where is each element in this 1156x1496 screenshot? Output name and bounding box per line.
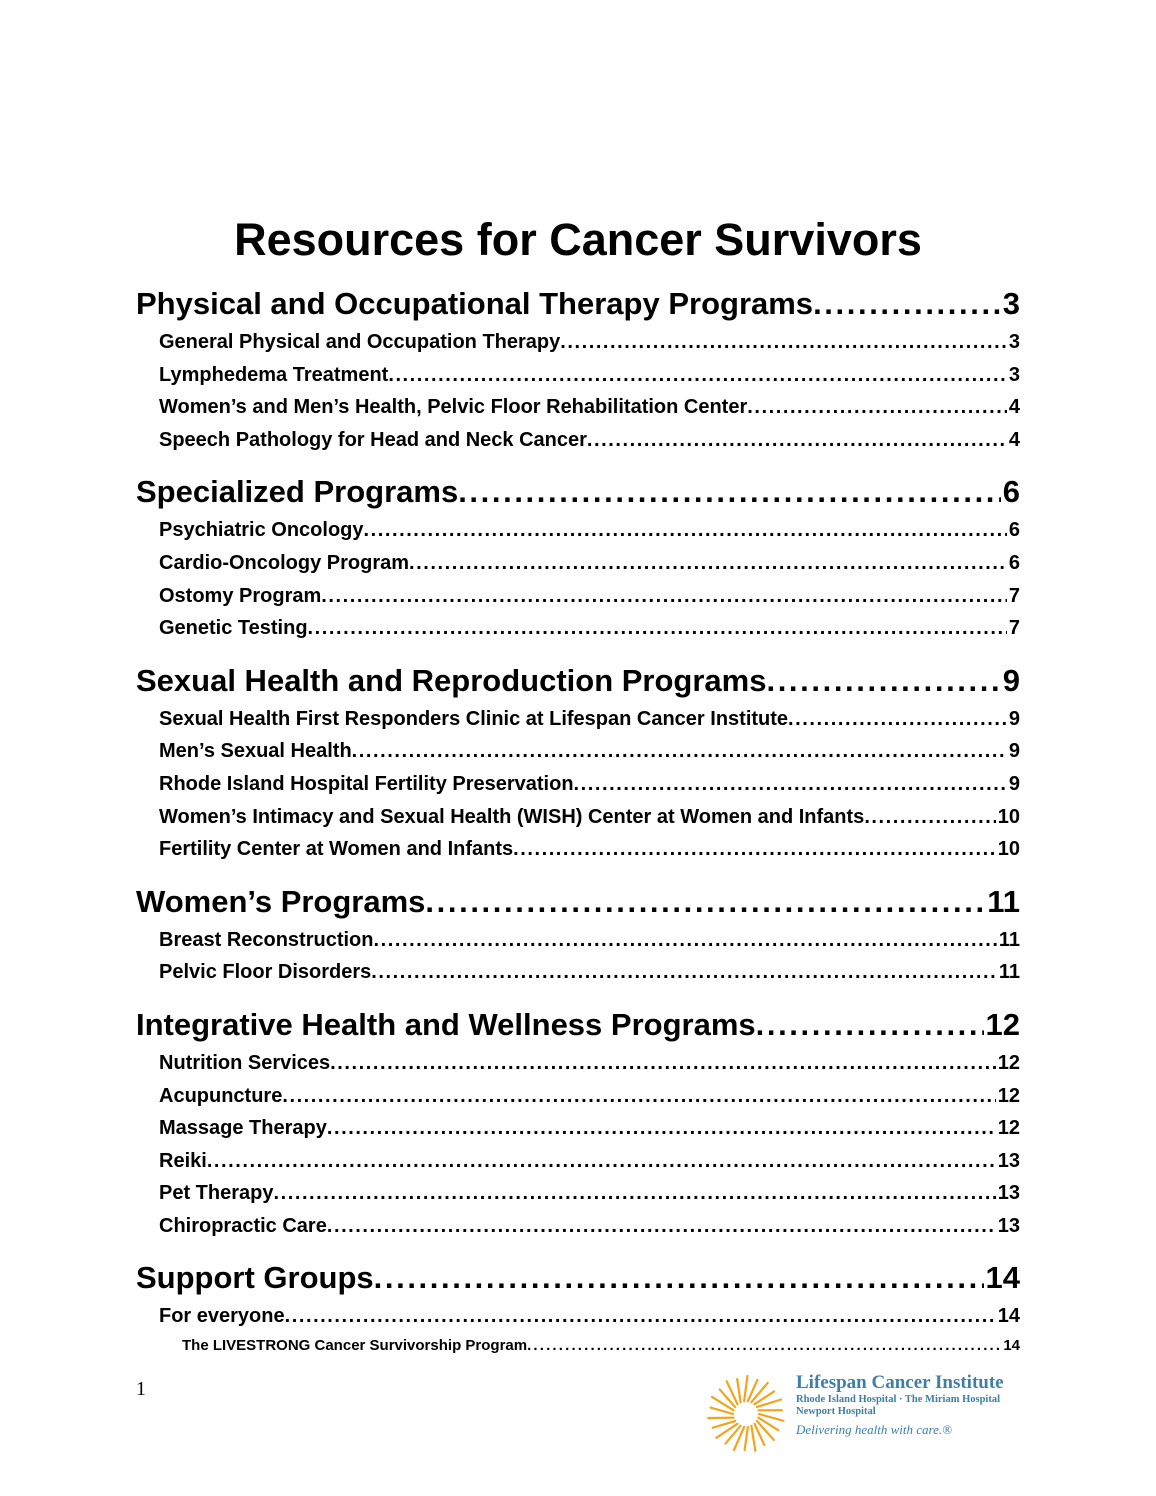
toc-entry-title: Integrative Health and Wellness Programs <box>136 1006 756 1042</box>
toc-page-number: 14 <box>997 1305 1020 1328</box>
toc-page-number: 14 <box>1003 1337 1020 1355</box>
toc-section-link[interactable] <box>136 659 1020 703</box>
toc-entry-title: Nutrition Services <box>159 1051 331 1074</box>
toc-entry-title: Pet Therapy <box>159 1182 274 1205</box>
toc-section-link[interactable] <box>136 1003 1020 1047</box>
toc-entry-title: Women’s Intimacy and Sexual Health (WISH) Center at Women and Infants <box>159 805 865 828</box>
logo-name: Lifespan Cancer Institute <box>796 1372 1004 1393</box>
dot-leader <box>327 1210 996 1243</box>
dot-leader <box>513 833 996 866</box>
toc-entry-title: Pelvic Floor Disorders <box>159 961 372 984</box>
toc-page-number: 10 <box>997 805 1020 828</box>
toc-entry-title: Acupuncture <box>159 1084 283 1107</box>
toc-page-number: 13 <box>997 1149 1020 1172</box>
toc-subsection-link[interactable] <box>159 768 1020 801</box>
toc-page-number: 6 <box>1002 474 1020 510</box>
toc-section-link[interactable] <box>136 880 1020 924</box>
toc-entry-title: Speech Pathology for Head and Neck Cancer <box>159 428 587 451</box>
toc-page-number: 9 <box>1008 740 1020 763</box>
logo-hospitals-line2: Newport Hospital <box>796 1406 876 1417</box>
toc-section-link[interactable] <box>136 1256 1020 1300</box>
toc-section-link[interactable] <box>136 470 1020 514</box>
toc-page-number: 11 <box>998 961 1020 984</box>
toc-entry-title: Reiki <box>159 1149 207 1172</box>
dot-leader <box>282 1080 995 1113</box>
toc-subsection-link[interactable] <box>159 514 1020 547</box>
toc-entry-title: General Physical and Occupation Therapy <box>159 331 561 353</box>
toc-entry-title: Cardio-Oncology Program <box>159 551 410 574</box>
toc-subsection-link[interactable] <box>159 924 1020 957</box>
table-of-contents <box>136 282 1020 1359</box>
dot-leader <box>574 768 1007 801</box>
toc-subsection-link[interactable] <box>159 1210 1020 1243</box>
document-title: Resources for Cancer Survivors <box>234 214 922 265</box>
toc-subsection-link[interactable] <box>159 956 1020 989</box>
dot-leader <box>766 659 1000 703</box>
toc-subsection-link[interactable] <box>159 801 1020 834</box>
dot-leader <box>207 1145 996 1178</box>
toc-subsection-link[interactable] <box>159 1300 1020 1333</box>
toc-subsection-link[interactable] <box>159 833 1020 866</box>
toc-subsection-link[interactable] <box>159 391 1020 424</box>
toc-subsection-link[interactable] <box>159 703 1020 736</box>
toc-entry-title: Rhode Island Hospital Fertility Preservation <box>159 772 574 795</box>
toc-page-number: 12 <box>997 1051 1020 1074</box>
toc-entry-title: Ostomy Program <box>159 584 322 607</box>
dot-leader <box>273 1177 995 1210</box>
toc-entry-title: Lymphedema Treatment <box>159 363 389 386</box>
toc-page-number: 9 <box>1008 707 1020 730</box>
dot-leader <box>527 1333 1001 1359</box>
dot-leader <box>321 580 1007 613</box>
toc-subsection-link[interactable] <box>159 1047 1020 1080</box>
toc-page-number: 3 <box>1008 331 1020 353</box>
dot-leader <box>388 359 1007 392</box>
dot-leader <box>425 880 985 924</box>
toc-entry-title: Sexual Health First Responders Clinic at Lifespan Cancer Institute <box>159 707 789 730</box>
toc-subsection-link[interactable] <box>159 326 1020 359</box>
page-number: 1 <box>136 1378 146 1400</box>
toc-entry-title: Support Groups <box>136 1260 374 1296</box>
toc-page-number: 12 <box>997 1084 1020 1107</box>
toc-page-number: 9 <box>1008 772 1020 795</box>
toc-page-number: 3 <box>1002 286 1020 321</box>
toc-page-number: 4 <box>1008 396 1020 419</box>
toc-page-number: 6 <box>1008 519 1020 542</box>
toc-subsection-link[interactable] <box>159 1080 1020 1113</box>
toc-entry-title: Genetic Testing <box>159 617 308 640</box>
logo-tagline: Delivering health with care.® <box>796 1422 952 1437</box>
toc-subsection-link[interactable] <box>159 580 1020 613</box>
toc-subsection-link[interactable] <box>159 424 1020 457</box>
dot-leader <box>352 735 1007 768</box>
toc-page-number: 10 <box>997 838 1020 861</box>
dot-leader <box>371 956 997 989</box>
toc-subsection-link[interactable] <box>159 1145 1020 1178</box>
toc-page-number: 9 <box>1002 662 1020 698</box>
toc-page-number: 3 <box>1008 363 1020 386</box>
toc-page-number: 7 <box>1008 584 1020 607</box>
dot-leader <box>864 801 995 834</box>
toc-page-number: 13 <box>997 1182 1020 1205</box>
dot-leader <box>285 1300 996 1333</box>
dot-leader <box>747 391 1007 424</box>
toc-subsection-link[interactable] <box>159 1177 1020 1210</box>
toc-page-number: 7 <box>1008 617 1020 640</box>
toc-page-number: 4 <box>1008 428 1020 451</box>
logo-hospitals <box>796 1394 1000 1418</box>
toc-subsection-link[interactable] <box>159 735 1020 768</box>
dot-leader <box>374 924 997 957</box>
sunburst-logo-icon <box>706 1374 788 1454</box>
toc-entry-title: Psychiatric Oncology <box>159 519 364 542</box>
toc-entry-title: The LIVESTRONG Cancer Survivorship Program <box>182 1337 528 1355</box>
toc-entry-title: Chiropractic Care <box>159 1214 327 1237</box>
toc-page-number: 13 <box>997 1214 1020 1237</box>
toc-entry-title: Specialized Programs <box>136 474 459 510</box>
dot-leader <box>330 1047 996 1080</box>
dot-leader <box>364 514 1007 547</box>
dot-leader <box>813 282 1001 326</box>
toc-entry-title: Physical and Occupational Therapy Programs <box>136 286 814 321</box>
dot-leader <box>587 424 1007 457</box>
toc-page-number: 14 <box>985 1260 1020 1296</box>
dot-leader <box>409 547 1007 580</box>
toc-subsection-link[interactable] <box>159 1112 1020 1145</box>
toc-page-number: 12 <box>997 1117 1020 1140</box>
dot-leader <box>756 1003 984 1047</box>
toc-entry-title: For everyone <box>159 1305 285 1328</box>
dot-leader <box>788 703 1007 736</box>
toc-entry-title: Women’s and Men’s Health, Pelvic Floor Rehabilitation Center <box>159 396 748 419</box>
toc-entry-title: Women’s Programs <box>136 883 426 919</box>
toc-subsection-link[interactable] <box>159 359 1020 392</box>
dot-leader <box>560 326 1007 359</box>
toc-page-number: 6 <box>1008 551 1020 574</box>
dot-leader <box>374 1256 984 1300</box>
toc-page-number: 11 <box>987 883 1020 919</box>
logo-hospitals-line1: Rhode Island Hospital · The Miriam Hospital <box>796 1394 1001 1405</box>
toc-entry-title: Fertility Center at Women and Infants <box>159 838 514 861</box>
dot-leader <box>458 470 1001 514</box>
toc-entry-title: Breast Reconstruction <box>159 928 374 951</box>
lifespan-logo <box>706 1370 1066 1470</box>
toc-section-link[interactable] <box>136 282 1020 326</box>
toc-subsection-link[interactable] <box>159 547 1020 580</box>
toc-entry-title: Sexual Health and Reproduction Programs <box>136 662 767 698</box>
toc-entry-title: Men’s Sexual Health <box>159 740 352 763</box>
dot-leader <box>327 1112 996 1145</box>
toc-entry-title: Massage Therapy <box>159 1117 327 1140</box>
dot-leader <box>308 612 1007 645</box>
toc-subsection-link[interactable] <box>159 612 1020 645</box>
toc-subsection-link[interactable] <box>182 1333 1020 1359</box>
toc-page-number: 12 <box>985 1006 1020 1042</box>
toc-page-number: 11 <box>998 928 1020 951</box>
